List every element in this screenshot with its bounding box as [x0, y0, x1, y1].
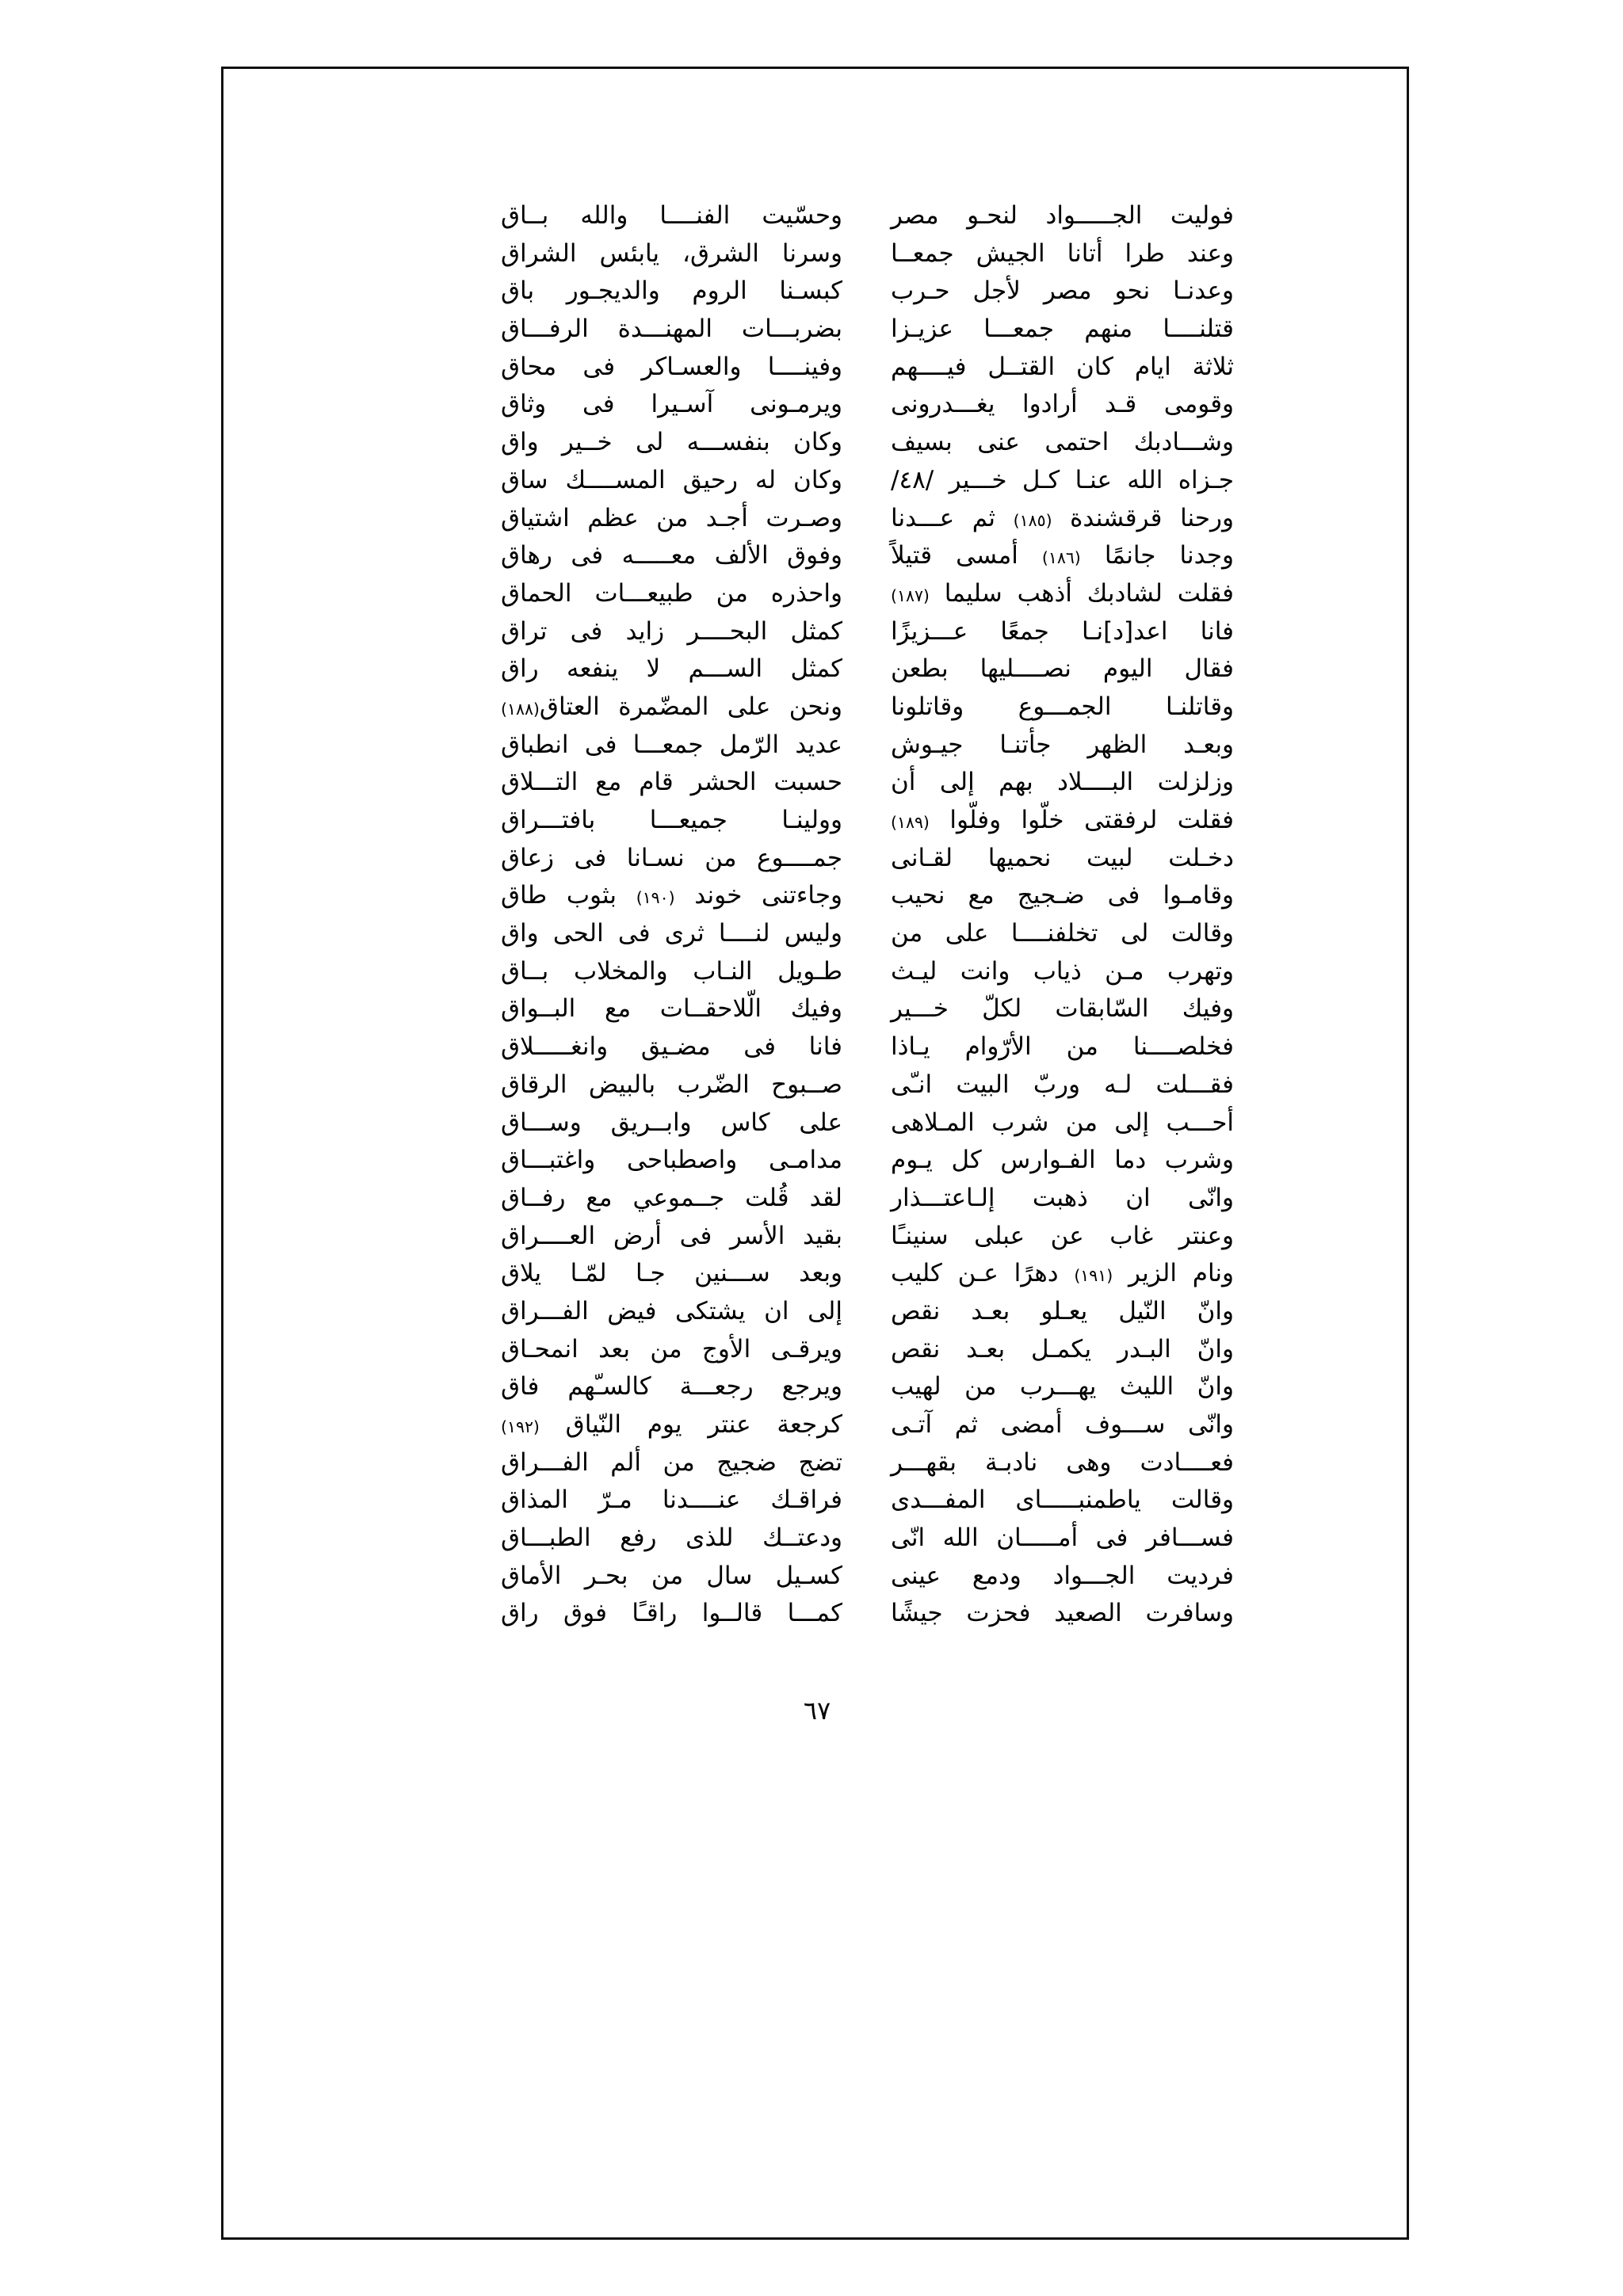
hemistich-second: لقد قُلت جــموعي مع رفــاق	[501, 1183, 842, 1212]
hemistich-second: وكان بنفســـه لى خــير واق	[501, 428, 842, 457]
verse-row	[501, 688, 1234, 727]
hemistich-second: ويرقـى الأوج من بعد انمحـاق	[501, 1334, 842, 1363]
verse-row	[501, 1406, 1234, 1444]
verse-row	[501, 1028, 1234, 1066]
hemistich-second: وجاءتنى خوند (١٩٠) بثوب طاق	[501, 881, 843, 910]
verse-row	[501, 1331, 1234, 1369]
hemistich-second: كمـــا قالــوا راقـًا فوق راق	[501, 1599, 842, 1628]
hemistich-second: حسبت الحشر قام مع التـــلاق	[501, 768, 842, 797]
hemistich-first: وانّ النّيل يعـلو بعـد نقص	[891, 1296, 1234, 1325]
poem-verses	[501, 197, 1234, 1633]
hemistich-second: وصـرت أجـد من عظم اشتياق	[501, 503, 842, 532]
verse-row	[501, 802, 1234, 840]
hemistich-second: وكان له رحيق المســــك ساق	[501, 465, 842, 494]
hemistich-first: فعــــادت وهى نادبـة بقهـــر	[891, 1447, 1234, 1477]
footnote-ref: (١٨٨)	[501, 699, 540, 719]
hemistich-second: وفيك الّلاحقــات مع البــواق	[501, 994, 842, 1024]
hemistich-second: واحذره من طبيعـــات الحماق	[501, 578, 842, 608]
verse-row	[501, 650, 1234, 688]
hemistich-second: ويرجع رجعـــة كالسـّهم فاق	[501, 1372, 842, 1402]
hemistich-first: وانّ البـدر يكمـل بعـد نقص	[891, 1334, 1234, 1363]
verse-row	[501, 877, 1234, 915]
hemistich-second: فراقـك عنــــدنا مـرّ المذاق	[501, 1486, 842, 1515]
verse-row	[501, 197, 1234, 235]
hemistich-second: فانا فى مضـيق وانغـــــلاق	[501, 1032, 842, 1062]
hemistich-second: كمثل البحــــر زايد فى تراق	[501, 616, 842, 646]
hemistich-first: وانّى ان ذهبت إلـاعتـــذار	[891, 1183, 1234, 1212]
hemistich-first: وقالت لى تخلفنــــا على من	[891, 919, 1234, 948]
hemistich-second: وحسّيت الفنــــا والله بــاق	[501, 201, 842, 230]
verse-row	[501, 537, 1234, 575]
hemistich-first: وسافرت الصعيد فحزت جيشًا	[891, 1599, 1234, 1628]
hemistich-second: وبعد ســـنين جـا لمّـا يلاق	[501, 1259, 842, 1288]
hemistich-second: كسـيل سال من بحـر الأماق	[501, 1561, 842, 1590]
verse-row	[501, 349, 1234, 387]
verse-row	[501, 1482, 1234, 1520]
verse-row	[501, 235, 1234, 273]
hemistich-first: فقـــلت لـه وربّ البيت انـّى	[891, 1070, 1234, 1099]
hemistich-second: بضربـــات المهنـــدة الرفـــاق	[501, 315, 842, 344]
hemistich-first: فخلصــــنا من الأرّوام يـاذا	[891, 1032, 1234, 1062]
verse-row	[501, 575, 1234, 613]
hemistich-second: طـويل النـاب والمخلاب بــاق	[501, 956, 842, 986]
hemistich-second: وفوق الألف معـــــه فى رهاق	[501, 541, 842, 570]
hemistich-second: كمثل الســـم لا ينفعه راق	[501, 654, 842, 684]
verse-row	[501, 386, 1234, 424]
hemistich-second: وفينــــا والعسـاكر فى محاق	[501, 352, 842, 381]
verse-row	[501, 764, 1234, 802]
verse-row	[501, 1368, 1234, 1406]
hemistich-first: فقلت لشادبك أذهب سليما (١٨٧)	[891, 578, 1234, 608]
hemistich-first: وقالت ياطمنبـــــاى المفـــدى	[891, 1486, 1234, 1515]
verse-row	[501, 424, 1234, 462]
hemistich-second: ويرمـونى آسـيرا فى وثاق	[501, 390, 842, 419]
hemistich-first: فقلت لرفقتى خلّوا وفلّوا (١٨٩)	[891, 806, 1234, 834]
hemistich-second: بقيد الأسر فى أرض العــــراق	[501, 1221, 842, 1250]
hemistich-second: عديد الرّمل جمعـــا فى انطباق	[501, 730, 842, 759]
hemistich-first: وقومى قـد أرادوا يغـــدرونى	[891, 390, 1234, 419]
hemistich-first: قتلنــــا منهم جمعـــا عزيـزا	[891, 315, 1234, 344]
hemistich-second: ودعتــك للذى رفع الطبـــاق	[501, 1524, 842, 1553]
verse-row	[501, 1444, 1234, 1482]
hemistich-second: إلى ان يشتكى فيض الفـــراق	[501, 1296, 842, 1325]
hemistich-second: صــبوح الضّرب بالبيض الرقاق	[501, 1070, 842, 1099]
verse-row	[501, 273, 1234, 311]
hemistich-first: فقال اليوم نصــــليها بطعن	[891, 654, 1234, 684]
verse-row	[501, 840, 1234, 878]
hemistich-first: وزلزلت البــــلاد بهم إلى أن	[891, 768, 1234, 797]
hemistich-first: فوليت الجـــــواد لنحـو مصر	[891, 201, 1234, 230]
verse-row	[501, 1255, 1234, 1293]
verse-row	[501, 1180, 1234, 1218]
hemistich-first: ونام الزير (١٩١) دهرًا عـن كليب	[891, 1259, 1234, 1288]
verse-row	[501, 1218, 1234, 1256]
hemistich-first: وعنتر غاب عن عبلى سنينـًا	[891, 1221, 1234, 1250]
hemistich-first: وقامـوا فى ضـجيج مع نحيب	[891, 881, 1234, 910]
verse-row	[501, 1595, 1234, 1633]
hemistich-first: وانّى ســـوف أمضى ثم آتـى	[891, 1410, 1234, 1439]
verse-row	[501, 1558, 1234, 1596]
verse-row	[501, 727, 1234, 765]
hemistich-second: وليس لنــــا ثرى فى الحى واق	[501, 919, 842, 948]
hemistich-first: وقاتلنـا الجمـــوع وقاتلونا	[891, 692, 1234, 721]
footnote-ref: (١٩١)	[1074, 1266, 1113, 1286]
hemistich-first: دخـلت لبيت نحميها لقـانى	[891, 843, 1234, 872]
verse-row	[501, 953, 1234, 991]
hemistich-first: ثلاثة ايام كان القتــل فيــــهم	[891, 352, 1234, 381]
hemistich-first: فانا اعد[د]نـا جمعًا عـــزيزًا	[891, 616, 1234, 646]
footnote-ref: (١٨٦)	[1041, 548, 1081, 568]
hemistich-first: فرديت الجـــواد ودمع عينى	[891, 1561, 1234, 1590]
hemistich-second: ونحن على المضّمرة العتاق(١٨٨)	[501, 692, 842, 721]
hemistich-first: وتهرب مـن ذياب وانت ليـث	[891, 956, 1234, 986]
hemistich-second: تضج ضجيج من ألم الفـــراق	[501, 1447, 842, 1477]
verse-row	[501, 1066, 1234, 1104]
hemistich-first: وفيك السّابقات لكلّ خـــير	[891, 994, 1234, 1024]
hemistich-second: مدامـى واصطباحى واغتبـــاق	[501, 1146, 842, 1175]
hemistich-first: وشرب دما الفـوارس كل يـوم	[891, 1146, 1234, 1175]
verse-row	[501, 1293, 1234, 1331]
hemistich-first: جـزاه الله عنـا كـل خـــير /٤٨/	[891, 465, 1234, 494]
hemistich-second: على كاس وابــريق وســـاق	[501, 1108, 842, 1137]
hemistich-first: فســـافر فى أمـــــان الله انّى	[891, 1524, 1234, 1553]
footnote-ref: (١٩٠)	[636, 888, 675, 908]
verse-row	[501, 1520, 1234, 1558]
verse-row	[501, 990, 1234, 1028]
hemistich-second: وسرنا الشرق، يابئس الشراق	[501, 238, 842, 268]
hemistich-first: وبعـد الظهر جأتنـا جيـوش	[891, 730, 1234, 759]
hemistich-second: وولينـا جميعـــا بافتـــراق	[501, 806, 842, 834]
verse-row	[501, 462, 1234, 500]
hemistich-second: كرجعة عنتر يوم النّياق (١٩٢)	[501, 1410, 842, 1439]
hemistich-second: جمــــوع من نسـانا فى زعاق	[501, 843, 842, 872]
footnote-ref: (١٨٥)	[1013, 510, 1052, 530]
hemistich-first: أحـــب إلى من شرب المـلاهى	[891, 1108, 1234, 1137]
hemistich-first: وشـــادبك احتمى عنى بسيف	[891, 428, 1234, 457]
hemistich-first: وجدنا جانمًا (١٨٦) أمسى قتيلاً	[891, 541, 1234, 570]
verse-row	[501, 1104, 1234, 1142]
hemistich-second: كبسـنا الروم والديجـور باق	[501, 277, 842, 306]
hemistich-first: ورحنا قرقشندة (١٨٥) ثم عـــدنا	[891, 503, 1234, 532]
verse-row	[501, 1142, 1234, 1180]
footnote-ref: (١٨٩)	[891, 813, 930, 832]
hemistich-first: وعدنـا نحو مصر لأجل حـرب	[891, 277, 1234, 306]
verse-row	[501, 613, 1234, 651]
hemistich-first: وعند طرا أتانا الجيش جمعــا	[891, 238, 1234, 268]
footnote-ref: (١٩٢)	[501, 1417, 540, 1436]
verse-row	[501, 311, 1234, 349]
hemistich-first: وانّ الليث يهـــرب من لهيب	[891, 1372, 1234, 1402]
footnote-ref: (١٨٧)	[891, 585, 930, 605]
verse-row	[501, 915, 1234, 953]
page-number: ٦٧	[803, 1695, 831, 1726]
verse-row	[501, 500, 1234, 538]
